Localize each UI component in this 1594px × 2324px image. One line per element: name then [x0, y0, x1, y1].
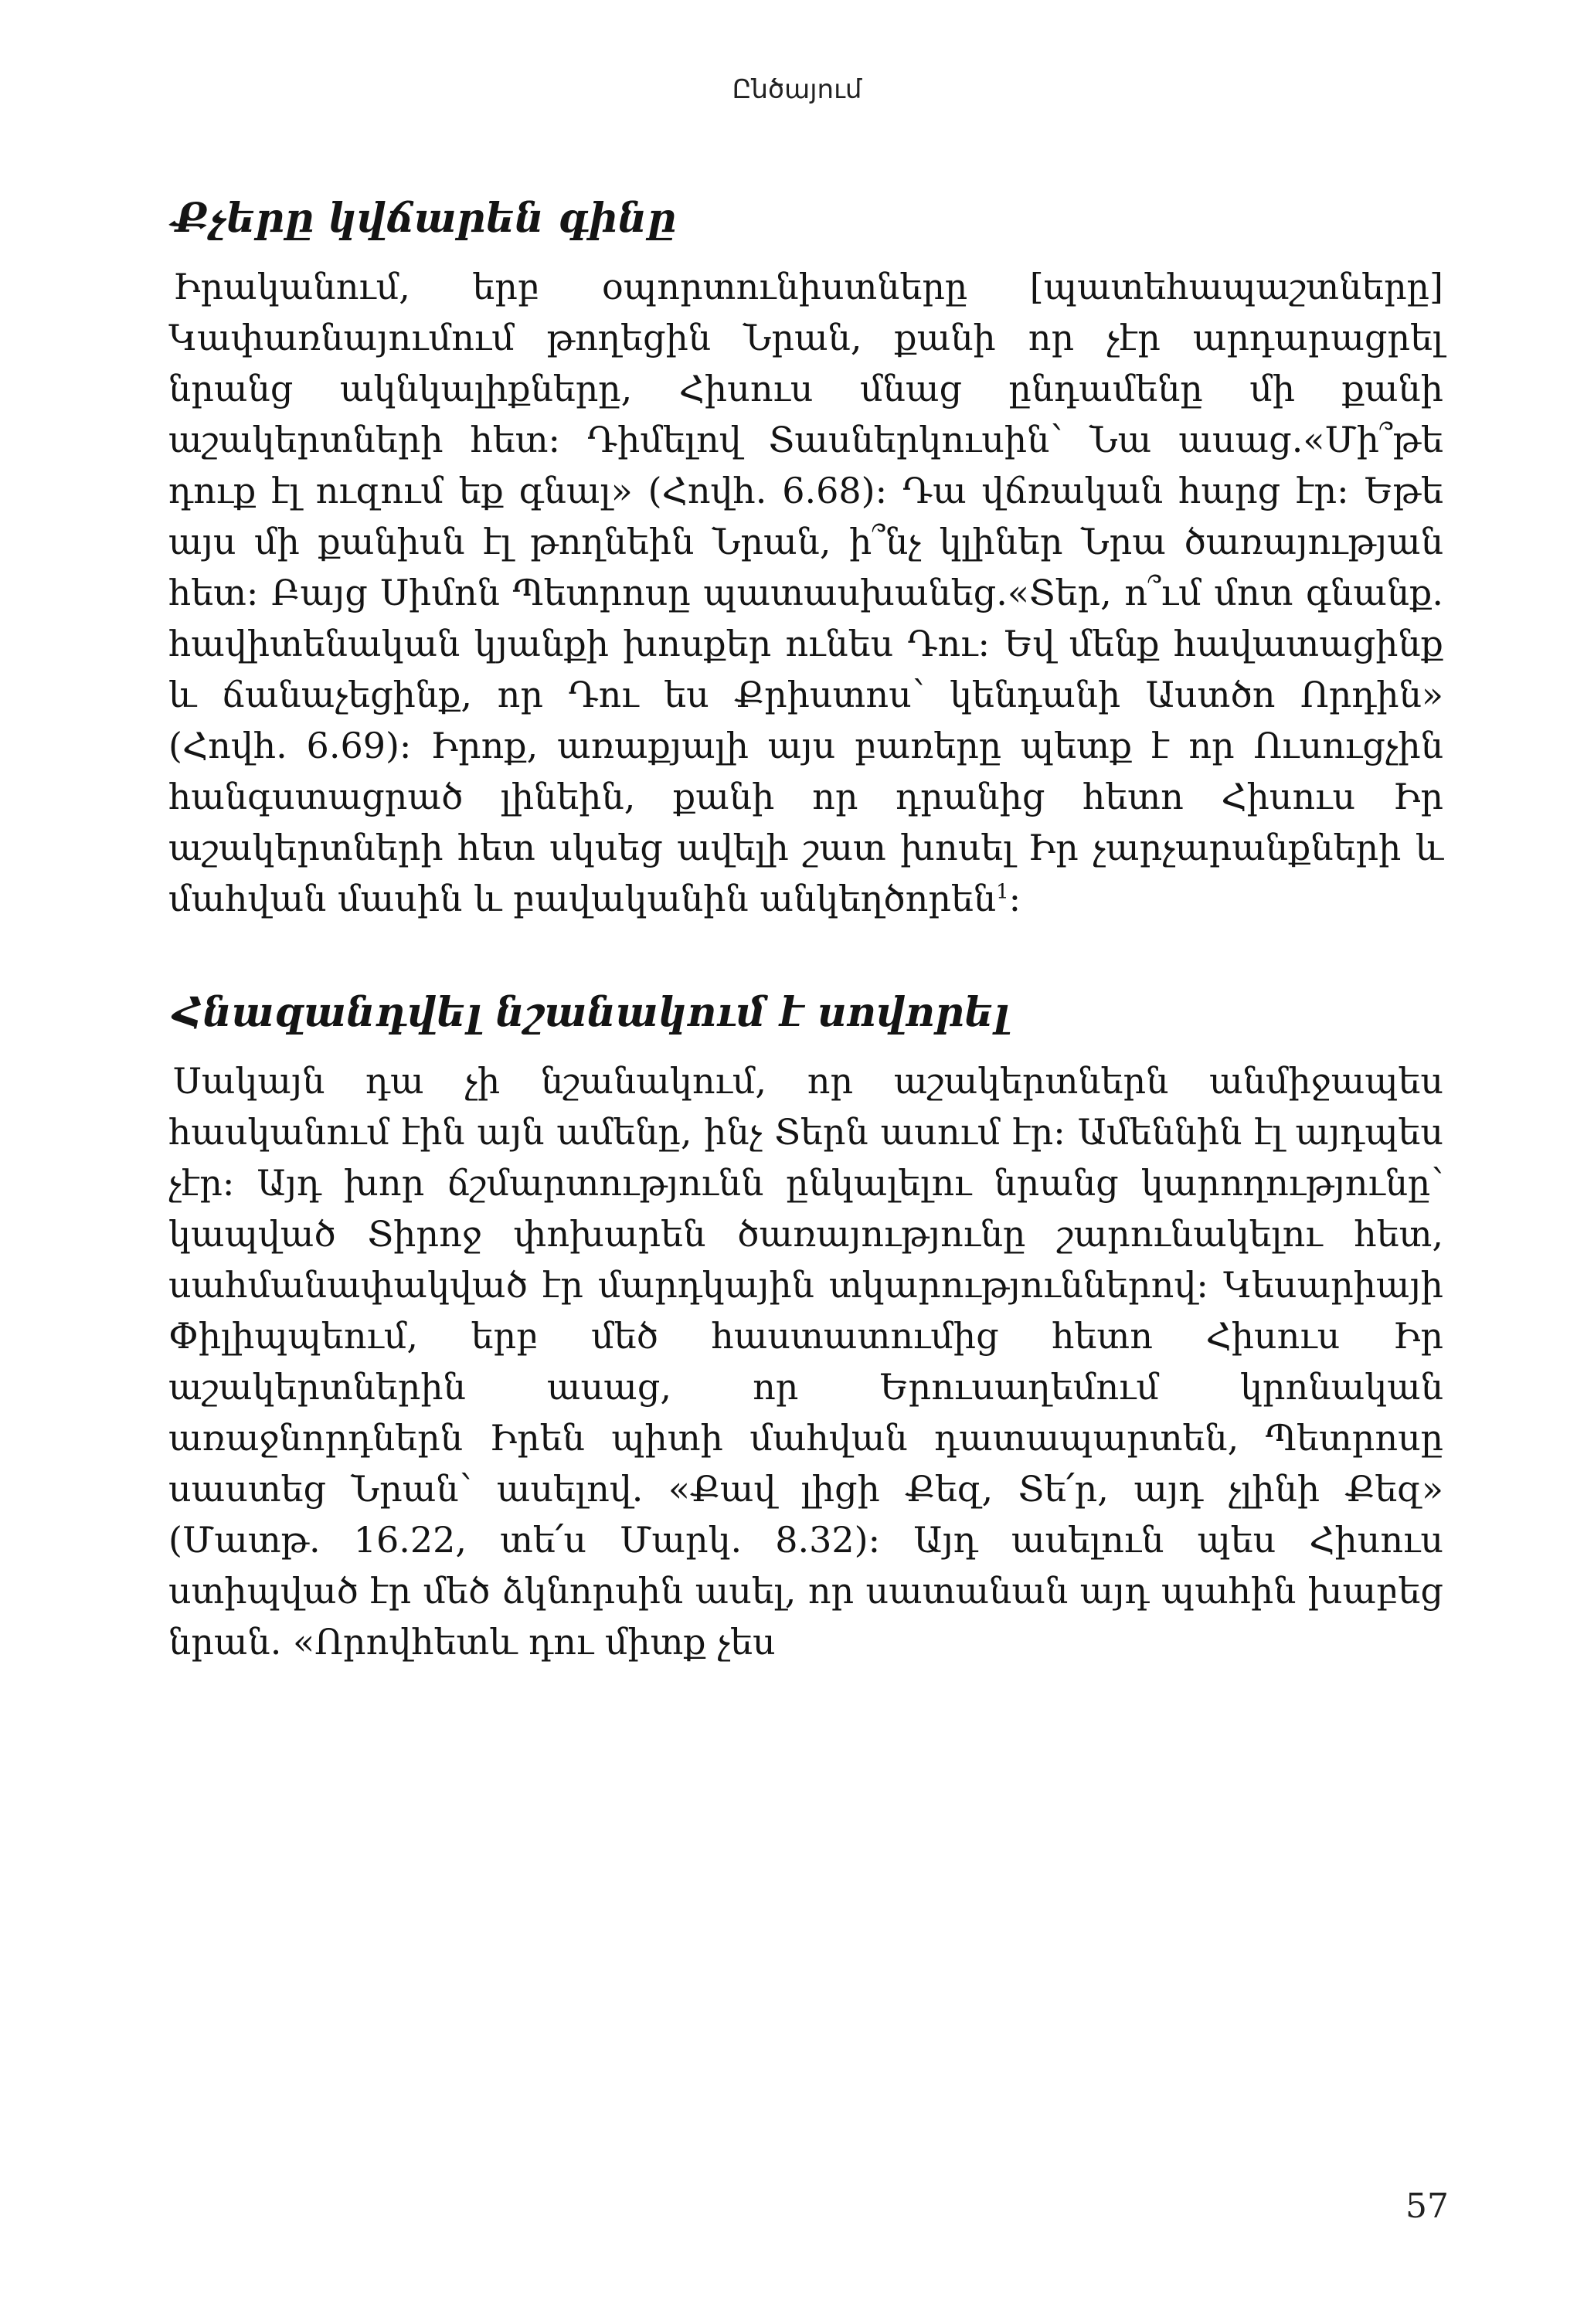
paragraph-1-end: ։	[1008, 878, 1021, 919]
body-paragraph-1	[168, 261, 1443, 924]
running-header: Ընծայում	[732, 74, 862, 105]
section-heading-obey-means-learn: Հնազանդվել նշանակում է սովորել	[173, 989, 1010, 1036]
body-paragraph-2: Սակայն դա չի նշանակում, որ աշակերտներն անմիջապես հասկանում էին այն ամենը, ինչ Տերն ասում էր։ Ամեննին էլ այդպես չէր։ Այդ խոր ճշմարտությունն ընկալելու նրանց կարողությունը՝ կապված Տիրոջ փոխարեն ծառայությունը շարունակելու հետ, սահմանափակված էր մարդկային տկարություններով։ Կեսարիայի Փիլիպպեում, երբ մեծ հաստատումից հետո Հիսուս Իր աշակերտներին ասաց, որ Երուսաղեմում կրոնական առաջնորդներն Իրեն պիտի մահվան դատապարտեն, Պետրոսը սաստեց Նրան՝ ասելով. «Քավ լիցի Քեզ, Տե՛ր, այդ չլինի Քեզ» (Մատթ. 16.22, տե՛ս Մարկ. 8.32)։ Այդ ասելուն պես Հիսուս ստիպված էր մեծ ձկնորսին ասել, որ սատանան այդ պահին խաբեց նրան. «Որովհետև դու միտք չես	[168, 1060, 1443, 1663]
paragraph-1-text: Իրականում, երբ օպորտունիստները [պատեհապաշտները] Կափառնայումում թողեցին Նրան, քանի որ չէր արդարացրել նրանց ակնկալիքները, Հիսուս մնաց ընդամենը մի քանի աշակերտների հետ։ Դիմելով Տասներկուսին՝ Նա ասաց.«Մի՞թե դուք էլ ուզում եք գնալ» (Հովհ. 6.68)։ Դա վճռական հարց էր։ Եթե այս մի քանիսն էլ թողնեին Նրան, ի՞նչ կլիներ Նրա ծառայության հետ։ Բայց Սիմոն Պետրոսը պատասխանեց.«Տեր, ո՞ւմ մոտ գնանք. հավիտենական կյանքի խոսքեր ունես Դու։ Եվ մենք հավատացինք և ճանաչեցինք, որ Դու ես Քրիստոս՝ կենդանի Աստծո Որդին» (Հովհ. 6.69)։ Իրոք, առաքյալի այս բառերը պետք է որ Ուսուցչին հանգստացրած լինեին, քանի որ դրանից հետո Հիսուս Իր աշակերտների հետ սկսեց ավելի շատ խոսել Իր չարչարանքների և մահվան մասին և բավականին անկեղծորեն	[168, 266, 1443, 919]
footnote-mark: 1	[996, 880, 1009, 904]
page-body	[168, 176, 1443, 1667]
section-heading-few-will-pay: Քչերը կվճարեն գինը	[173, 195, 677, 242]
page-number: 57	[1405, 2186, 1449, 2226]
